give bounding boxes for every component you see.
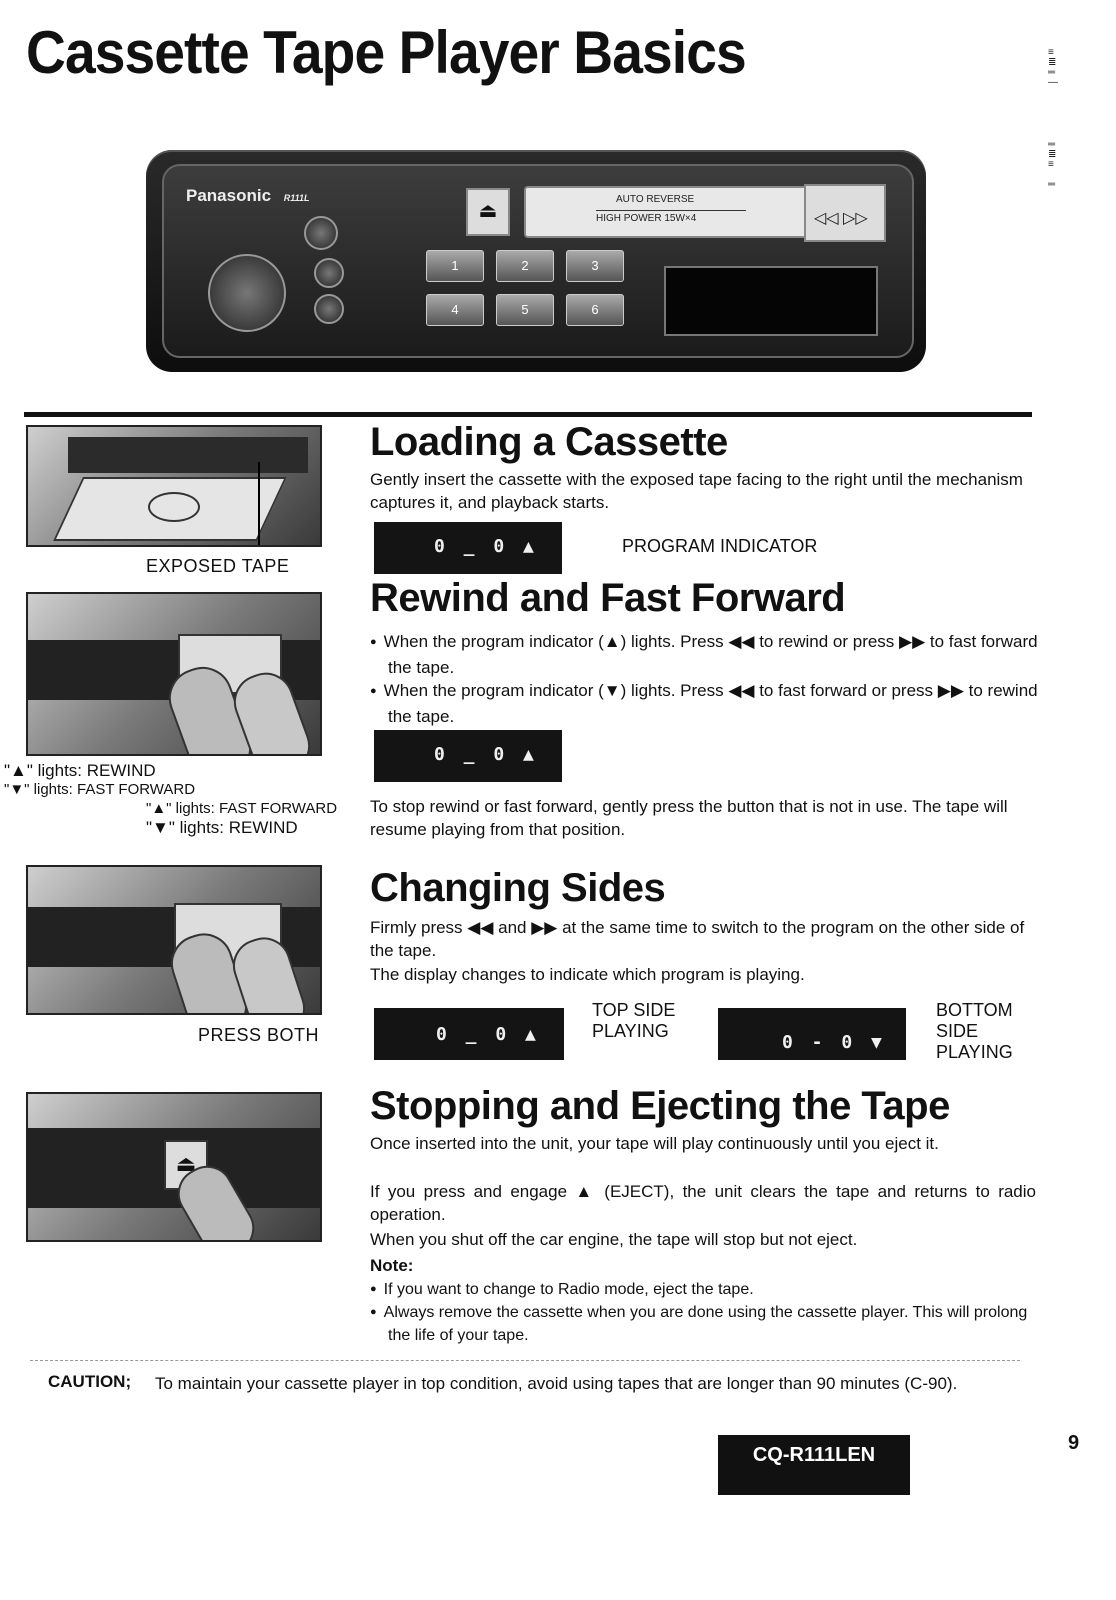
loading-photo (26, 425, 322, 547)
note-bullets (370, 1279, 1040, 1347)
press-both-caption: PRESS BOTH (198, 1025, 320, 1045)
select-knob (314, 258, 344, 288)
rewind-bullet-2: ● When the program indicator (▼) lights. Press ◀◀ to fast forward or press ▶▶ to rewind the tape. (370, 679, 1040, 728)
caution-divider (30, 1360, 1020, 1361)
lcd-bottom-side: 0 - 0 ▼ (718, 1008, 906, 1060)
high-power-label: HIGH POWER 15W×4 (596, 210, 746, 224)
volume-knob (208, 254, 286, 332)
lcd-rewind: 0 _ 0 ▲ (374, 730, 562, 782)
preset-6: 6 (566, 294, 624, 326)
note-bullet-2: ● Always remove the cassette when you are done using the cassette player. This will prolong the life of your tape. (370, 1302, 1040, 1347)
heading-changing-sides: Changing Sides (370, 866, 666, 910)
top-side-label: TOP SIDE PLAYING (592, 1000, 676, 1041)
preset-3: 3 (566, 250, 624, 282)
eject-button-image: ⏏ (466, 188, 510, 236)
right-label-rewind: "▼" lights: REWIND (146, 818, 298, 837)
eject-photo: ⏏ (26, 1092, 322, 1242)
cassette-slot (524, 186, 808, 238)
bottom-side-label: BOTTOM SIDE PLAYING (936, 1000, 1013, 1062)
display-window (664, 266, 878, 336)
changing-text-1: Firmly press ◀◀ and ▶▶ at the same time to switch to the program on the other side of the tape. (370, 918, 1025, 960)
stopping-text-3: When you shut off the car engine, the tape will stop but not eject. (370, 1230, 858, 1249)
right-label-ff: "▲" lights: FAST FORWARD (146, 800, 338, 817)
rewind-photo (26, 592, 322, 756)
ff-rew-buttons-image: ◁◁ ▷▷ (804, 184, 886, 242)
rewind-bullet-1: ● When the program indicator (▲) lights. Press ◀◀ to rewind or press ▶▶ to fast forward the tape. (370, 630, 1040, 679)
lcd-top-side: 0 _ 0 ▲ (374, 1008, 564, 1060)
brand-logo: Panasonic R111L (186, 186, 310, 205)
preset-2: 2 (496, 250, 554, 282)
rewind-bullets (370, 630, 1040, 728)
caution-text: To maintain your cassette player in top condition, avoid using tapes that are longer than 90 minutes (C-90). (155, 1374, 958, 1393)
lcd-program-indicator: 0 _ 0 ▲ (374, 522, 562, 574)
stopping-text-1: Once inserted into the unit, your tape will play continuously until you eject it. (370, 1134, 939, 1153)
preset-1: 1 (426, 250, 484, 282)
index-tab-marks: ≡ ≣ ═ — (1048, 47, 1057, 88)
mode-knob (314, 294, 344, 324)
loading-text: Gently insert the cassette with the exposed tape facing to the right until the mechanism captures it, and playback starts. (370, 470, 1023, 512)
model-code-badge: CQ-R111LEN (718, 1435, 910, 1495)
preset-4: 4 (426, 294, 484, 326)
tune-knob (304, 216, 338, 250)
stopping-text-2: If you press and engage ▲ (EJECT), the unit clears the tape and returns to radio operation. (370, 1182, 1036, 1224)
exposed-tape-caption: EXPOSED TAPE (146, 556, 290, 576)
page-number: 9 (1068, 1432, 1080, 1454)
heading-stopping: Stopping and Ejecting the Tape (370, 1084, 950, 1128)
left-label-rewind: "▲" lights: REWIND (4, 761, 156, 780)
section-rule (24, 412, 1032, 417)
left-label-ff: "▼" lights: FAST FORWARD (4, 781, 196, 798)
preset-5: 5 (496, 294, 554, 326)
caution-label: CAUTION; (48, 1372, 132, 1391)
changing-text-2: The display changes to indicate which program is playing. (370, 965, 805, 984)
stop-rewind-text: To stop rewind or fast forward, gently press the button that is not in use. The tape will resume playing from that position. (370, 797, 1008, 839)
heading-loading: Loading a Cassette (370, 420, 728, 464)
program-indicator-label: PROGRAM INDICATOR (622, 536, 818, 556)
page-title: Cassette Tape Player Basics (26, 19, 746, 86)
heading-rewind: Rewind and Fast Forward (370, 576, 846, 620)
note-label: Note: (370, 1256, 414, 1275)
changing-sides-photo (26, 865, 322, 1015)
note-bullet-1: ● If you want to change to Radio mode, eject the tape. (370, 1279, 1040, 1302)
index-tab-marks-2: ═ ≣ ≡ ═ (1048, 139, 1056, 190)
car-stereo-image (146, 150, 926, 372)
auto-reverse-label: AUTO REVERSE (616, 194, 695, 205)
